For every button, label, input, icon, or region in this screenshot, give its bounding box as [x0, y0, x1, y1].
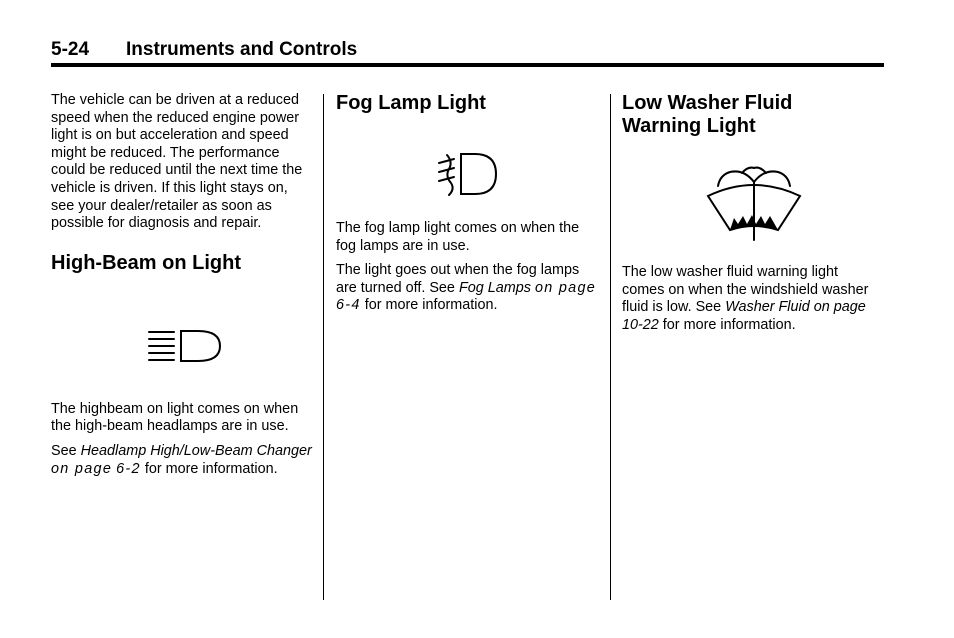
- fog-lamp-see-also: The light goes out when the fog lamps are turned off. See Fog Lamps on page 6-4 for more information.: [336, 262, 597, 314]
- washer-fluid-link[interactable]: Washer Fluid on page 10-22: [622, 299, 866, 333]
- fog-lamp-heading: Fog Lamp Light: [336, 92, 486, 114]
- page-reference[interactable]: 6-4: [336, 297, 361, 314]
- fog-lamp-icon: [437, 149, 598, 199]
- headlamp-changer-link[interactable]: Headlamp High/Low-Beam Changer: [80, 442, 312, 459]
- fog-lamps-link[interactable]: Fog Lamps: [458, 279, 531, 296]
- column-right: [622, 92, 884, 334]
- header-rule: [51, 63, 884, 67]
- column-divider: [323, 94, 324, 600]
- high-beam-description: The highbeam on light comes on when the high-beam headlamps are in use.: [51, 400, 299, 435]
- column-middle: [336, 92, 598, 315]
- column-divider: [610, 94, 611, 600]
- fog-lamp-description: The fog lamp light comes on when the fog lamps are in use.: [336, 220, 580, 254]
- page-number: 5-24: [51, 39, 90, 60]
- high-beam-icon: [148, 328, 313, 366]
- column-left: [51, 92, 313, 478]
- reduced-power-paragraph: The vehicle can be driven at a reduced speed when the reduced engine power light is on but acceleration and speed might be reduced. The performance could be reduced until the next time the vehicle is driven. If this light stays on, see your dealer/retailer as soon as possible for diagnosis and repair.: [51, 92, 303, 232]
- washer-fluid-description: The low washer fluid warning light comes on when the windshield washer fluid is low. See Washer Fluid on page 10-22 for more information.: [622, 264, 869, 333]
- high-beam-heading: High-Beam on Light: [51, 251, 241, 274]
- high-beam-see-also: See Headlamp High/Low-Beam Changer on page 6-2 for more information.: [51, 442, 312, 477]
- washer-fluid-icon: [706, 158, 884, 241]
- washer-fluid-heading: Low Washer Fluid Warning Light: [622, 92, 793, 137]
- page-header: [51, 39, 884, 63]
- section-title: Instruments and Controls: [126, 39, 358, 60]
- page-reference[interactable]: 6-2: [116, 460, 141, 477]
